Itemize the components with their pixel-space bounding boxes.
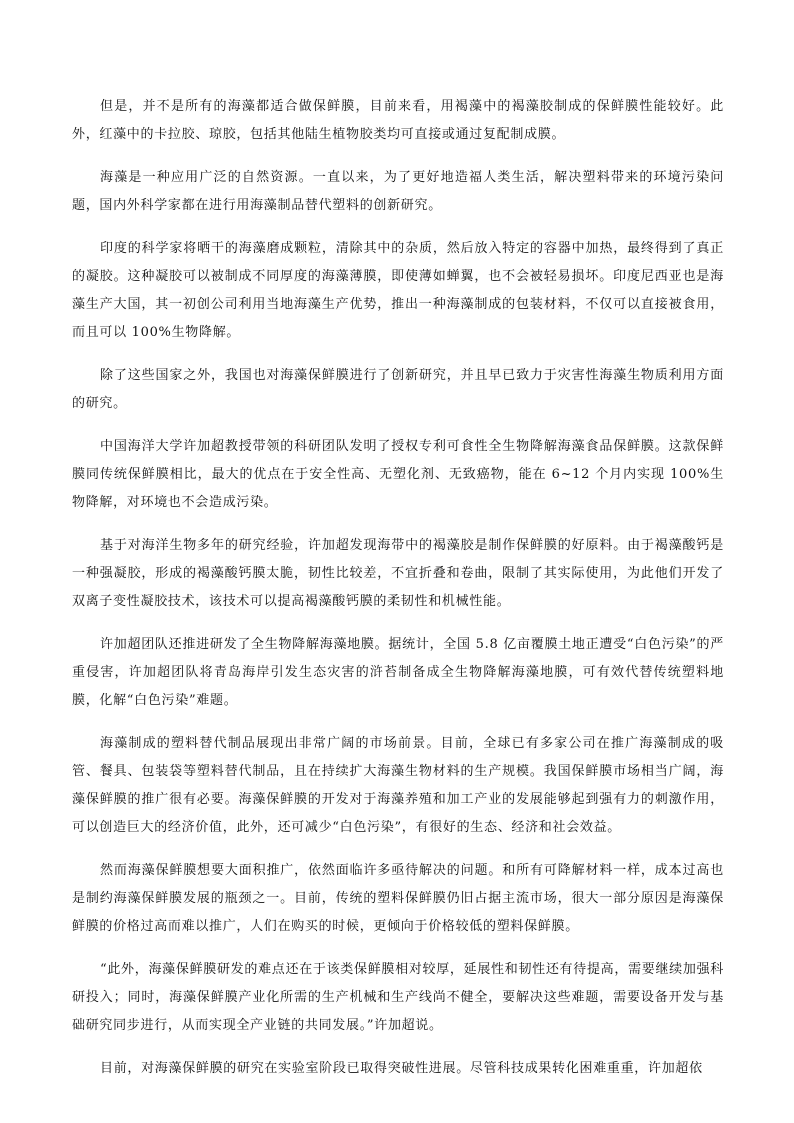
paragraph-6: 基于对海洋生物多年的研究经验，许加超发现海带中的褐藻胶是制作保鲜膜的好原料。由于褐藻酸钙是一种强凝胶，形成的褐藻酸钙膜太脆，韧性比较差，不宜折叠和卷曲，限制了其实际使用，为此他们开发了双离子变性凝胶技术，该技术可以提高褐藻酸钙膜的柔韧性和机械性能。 (72, 538, 724, 609)
paragraph-2: 海藻是一种应用广泛的自然资源。一直以来，为了更好地造福人类生活，解决塑料带来的环境污染问题，国内外科学家都在进行用海藻制品替代塑料的创新研究。 (72, 170, 724, 213)
paragraph-11: 目前，对海藻保鲜膜的研究在实验室阶段已取得突破性进展。尽管科技成果转化困难重重，许加超依 (100, 1061, 703, 1076)
paragraph-7: 许加超团队还推进研发了全生物降解海藻地膜。据统计，全国 5.8 亿亩覆膜土地正遭受“白色污染”的严重侵害，许加超团队将青岛海岸引发生态灾害的浒苔制备成全生物降解海藻地膜，可有效代替传统塑料地膜，化解“白色污染”难题。 (72, 637, 724, 708)
paragraph-1: 但是，并不是所有的海藻都适合做保鲜膜，目前来看，用褐藻中的褐藻胶制成的保鲜膜性能较好。此外，红藻中的卡拉胶、琼胶，包括其他陆生植物胶类均可直接或通过复配制成膜。 (72, 99, 724, 142)
paragraph-4: 除了这些国家之外，我国也对海藻保鲜膜进行了创新研究，并且早已致力于灾害性海藻生物质利用方面的研究。 (72, 368, 724, 411)
paragraph-10: “此外，海藻保鲜膜研发的难点还在于该类保鲜膜相对较厚，延展性和韧性还有待提高，需要继续加强科研投入；同时，海藻保鲜膜产业化所需的生产机械和生产线尚不健全，要解决这些难题，需要设备开发与基础研究同步进行，从而实现全产业链的共同发展。”许加超说。 (72, 962, 724, 1033)
paragraph-9: 然而海藻保鲜膜想要大面积推广，依然面临许多亟待解决的问题。和所有可降解材料一样，成本过高也是制约海藻保鲜膜发展的瓶颈之一。目前，传统的塑料保鲜膜仍旧占据主流市场，很大一部分原因是海藻保鲜膜的价格过高而难以推广，人们在购买的时候，更倾向于价格较低的塑料保鲜膜。 (72, 863, 724, 934)
paragraph-8: 海藻制成的塑料替代制品展现出非常广阔的市场前景。目前，全球已有多家公司在推广海藻制成的吸管、餐具、包装袋等塑料替代制品，且在持续扩大海藻生物材料的生产规模。我国保鲜膜市场相当广阔，海藻保鲜膜的推广很有必要。海藻保鲜膜的开发对于海藻养殖和加工产业的发展能够起到强有力的刺激作用，可以创造巨大的经济价值，此外，还可减少“白色污染”，有很好的生态、经济和社会效益。 (72, 736, 724, 835)
paragraph-5: 中国海洋大学许加超教授带领的科研团队发明了授权专利可食性全生物降解海藻食品保鲜膜。这款保鲜膜同传统保鲜膜相比，最大的优点在于安全性高、无塑化剂、无致癌物，能在 6~12 个月内实现 100%生物降解，对环境也不会造成污染。 (72, 439, 724, 510)
paragraph-3: 印度的科学家将晒干的海藻磨成颗粒，清除其中的杂质，然后放入特定的容器中加热，最终得到了真正的凝胶。这种凝胶可以被制成不同厚度的海藻薄膜，即使薄如蝉翼，也不会被轻易损坏。印度尼西亚也是海藻生产大国，其一初创公司利用当地海藻生产优势，推出一种海藻制成的包装材料，不仅可以直接被食用，而且可以 100%生物降解。 (72, 241, 724, 340)
